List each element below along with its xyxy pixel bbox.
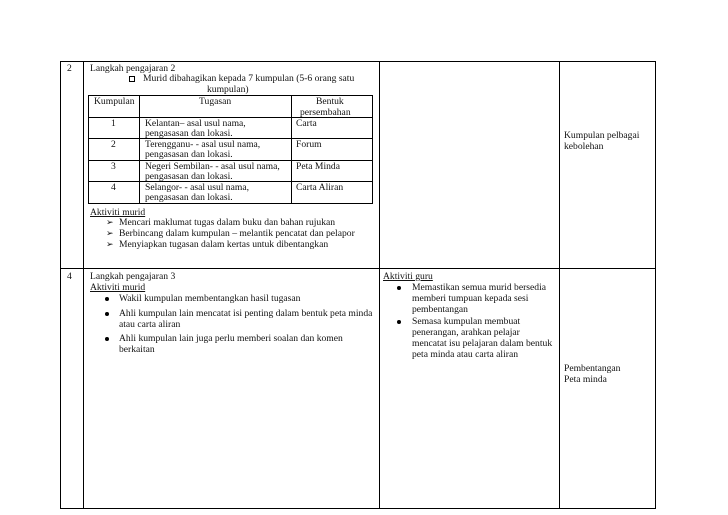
bullet-icon — [397, 286, 401, 290]
row-number: 2 — [67, 63, 72, 74]
table-border — [655, 61, 656, 509]
table-row-task: Terengganu- - asal usul nama, — [145, 139, 261, 150]
table-header-persembahan: persembahan — [300, 107, 351, 118]
table-border — [60, 508, 656, 509]
arrow-bullet-icon: ➢ — [106, 217, 114, 227]
activity-item: Berbincang dalam kumpulan – melantik pencatat dan pelapor — [119, 228, 355, 239]
row-number: 4 — [67, 271, 72, 282]
table-row-number: 3 — [111, 161, 116, 172]
table-row-number: 2 — [111, 139, 116, 150]
step-heading: Langkah pengajaran 2 — [90, 63, 176, 74]
table-header-bentuk: Bentuk — [316, 96, 344, 107]
activity-title: Aktiviti murid — [90, 282, 146, 293]
notes-text: Peta minda — [564, 374, 607, 385]
bullet-icon — [105, 297, 109, 301]
table-border — [379, 61, 380, 509]
table-row-form: Forum — [296, 139, 322, 150]
table-row-form: Carta Aliran — [296, 182, 344, 193]
bullet-icon — [105, 337, 109, 341]
intro-text: Murid dibahagikan kepada 7 kumpulan (5-6 orang satu — [143, 73, 355, 84]
notes-text: Kumpulan pelbagai — [564, 130, 640, 141]
table-row-task: pengasasan dan lokasi. — [145, 192, 233, 203]
activity-item: Ahli kumpulan lain mencatat isi penting dalam bentuk peta minda — [119, 308, 373, 319]
table-border — [83, 61, 84, 509]
activity-item: Menyiapkan tugasan dalam kertas untuk dibentangkan — [119, 239, 329, 250]
activity-title: Aktiviti murid — [90, 207, 146, 218]
table-header-tugasan: Tugasan — [199, 96, 232, 107]
arrow-bullet-icon: ➢ — [106, 228, 114, 238]
teacher-activity-title: Aktiviti guru — [383, 271, 433, 282]
table-header-kumpulan: Kumpulan — [94, 96, 135, 107]
table-row-task: pengasasan dan lokasi. — [145, 171, 233, 182]
table-row-number: 1 — [111, 118, 116, 129]
teacher-activity-item: mencatat isu pelajaran dalam bentuk — [412, 338, 553, 349]
table-border — [60, 268, 656, 269]
step-heading: Langkah pengajaran 3 — [90, 271, 176, 282]
table-border — [559, 61, 560, 509]
activity-item: Ahli kumpulan lain juga perlu memberi soalan dan komen — [119, 333, 343, 344]
notes-text: kebolehan — [564, 141, 604, 152]
table-row-task: Kelantan– asal usul nama, — [145, 118, 246, 129]
bullet-icon — [105, 312, 109, 316]
bullet-icon — [397, 320, 401, 324]
teacher-activity-item: Memastikan semua murid bersedia — [412, 282, 547, 293]
table-row-task: Selangor- - asal usul nama, — [145, 182, 249, 193]
square-bullet-icon — [129, 76, 135, 82]
table-row-task: pengasasan dan lokasi. — [145, 149, 233, 160]
table-row-number: 4 — [111, 182, 116, 193]
intro-text: kumpulan) — [207, 84, 249, 95]
activity-item: atau carta aliran — [119, 319, 181, 330]
table-row-task: Negeri Sembilan- - asal usul nama, — [145, 161, 280, 172]
table-row-form: Peta Minda — [296, 161, 340, 172]
teacher-activity-item: pembentangan — [412, 304, 468, 315]
teacher-activity-item: Semasa kumpulan membuat — [412, 316, 521, 327]
teacher-activity-item: memberi tumpuan kepada sesi — [412, 293, 529, 304]
table-row-form: Carta — [296, 118, 317, 129]
teacher-activity-item: peta minda atau carta aliran — [412, 349, 519, 360]
activity-item: Mencari maklumat tugas dalam buku dan bahan rujukan — [119, 217, 336, 228]
activity-item: berkaitan — [119, 344, 155, 355]
table-border — [60, 61, 61, 509]
arrow-bullet-icon: ➢ — [106, 239, 114, 249]
table-border — [60, 61, 656, 62]
table-row-task: pengasasan dan lokasi. — [145, 128, 233, 139]
teacher-activity-item: penerangan, arahkan pelajar — [412, 327, 520, 338]
activity-item: Wakil kumpulan membentangkan hasil tugasan — [119, 293, 301, 304]
notes-text: Pembentangan — [564, 363, 621, 374]
